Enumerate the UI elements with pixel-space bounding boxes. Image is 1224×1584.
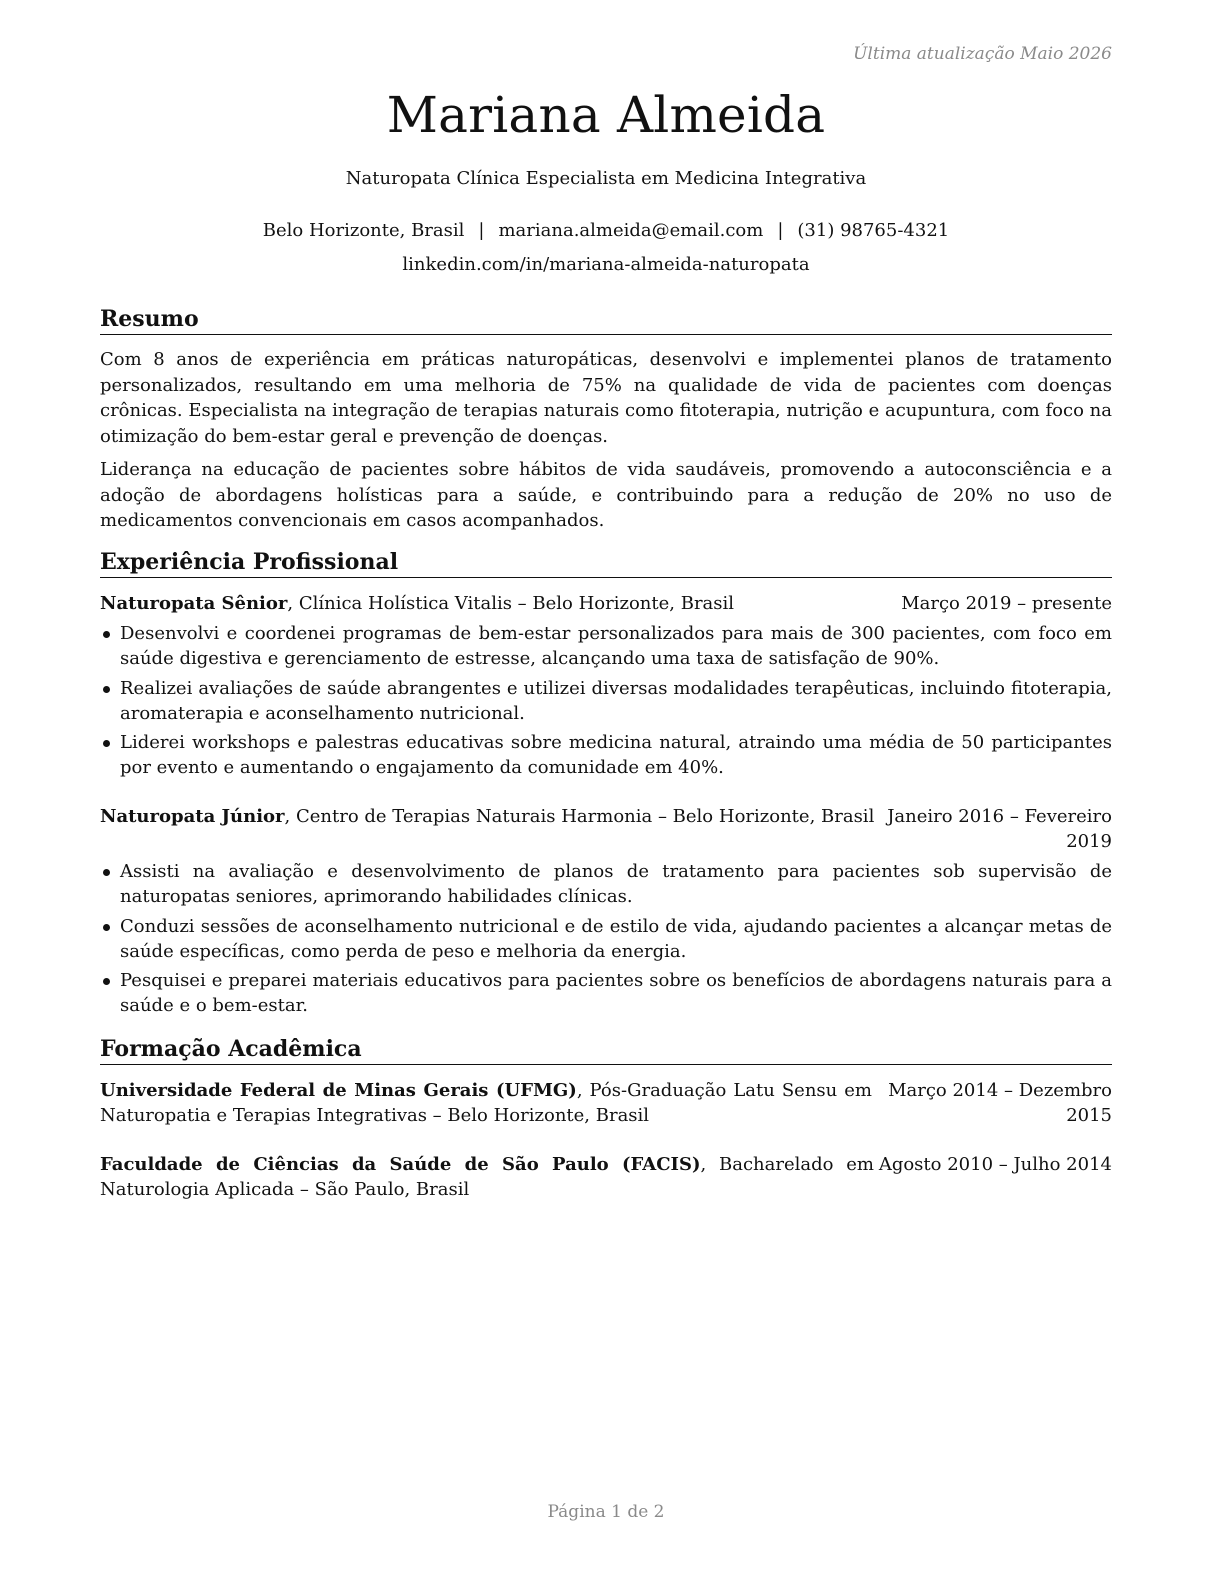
list-item: Desenvolvi e coordenei programas de bem-estar personalizados para mais de 300 pacientes, com foco em saúde digestiva e gerenciamento de estresse, alcançando uma taxa de satisfação de 90%. (100, 621, 1112, 671)
list-item: Realizei avaliações de saúde abrangentes e utilizei diversas modalidades terapêuticas, incluindo fitoterapia, aromaterapia e aconselhamento nutricional. (100, 676, 1112, 726)
section-heading-experience: Experiência Profissional (100, 548, 1112, 578)
section-heading-education: Formação Acadêmica (100, 1035, 1112, 1065)
location: Belo Horizonte, Brasil (262, 220, 465, 241)
linkedin-link[interactable]: linkedin.com/in/mariana-almeida-naturopata (402, 254, 810, 275)
education-dates: Março 2014 – Dezembro 2015 (888, 1080, 1112, 1126)
job-role: Naturopata Júnior (100, 806, 285, 827)
contact-line (100, 220, 1112, 241)
email-link[interactable]: mariana.almeida@email.com (498, 220, 764, 241)
bullet-icon (103, 924, 110, 931)
separator: | (478, 220, 485, 241)
degree: , Bacharelado em Naturologia Aplicada – São Paulo, Brasil (100, 1154, 874, 1200)
summary-paragraph: Liderança na educação de pacientes sobre hábitos de vida saudáveis, promovendo a autoconsciência e a adoção de abordagens holísticas para a saúde, e contribuindo para a redução de 20% no uso de medicamentos convencionais em casos acompanhados. (100, 459, 1112, 531)
last-updated: Última atualização Maio 2026 (853, 44, 1112, 64)
education-entry (100, 1152, 1112, 1202)
bullet-icon (103, 978, 110, 985)
education-dates: Agosto 2010 – Julho 2014 (878, 1154, 1112, 1175)
summary-paragraph: Com 8 anos de experiência em práticas naturopáticas, desenvolvi e implementei planos de tratamento personalizados, resultando em uma melhoria de 75% na qualidade de vida de pacientes com doenças crônicas. Especialista na integração de terapias naturais como fitoterapia, nutrição e acupuntura, com foco na otimização do bem-estar geral e prevenção de doenças. (100, 349, 1112, 447)
job-company: , Centro de Terapias Naturais Harmonia – Belo Horizonte, Brasil (284, 806, 875, 827)
resume-page (100, 0, 1112, 1584)
school-name: Faculdade de Ciências da Saúde de São Paulo (FACIS) (100, 1154, 701, 1175)
phone: (31) 98765-4321 (797, 220, 950, 241)
professional-title: Naturopata Clínica Especialista em Medicina Integrativa (345, 168, 867, 189)
job-bullets (100, 859, 1112, 1023)
page-number: Página 1 de 2 (547, 1502, 665, 1522)
bullet-icon (103, 869, 110, 876)
education-institution (100, 1152, 874, 1202)
job-title (100, 804, 874, 829)
list-item: Liderei workshops e palestras educativas sobre medicina natural, atraindo uma média de 50 participantes por evento e aumentando o engajamento da comunidade em 40%. (100, 730, 1112, 780)
job-dates: Março 2019 – presente (901, 593, 1112, 614)
school-name: Universidade Federal de Minas Gerais (UFMG) (100, 1080, 577, 1101)
job-bullets (100, 621, 1112, 785)
job-dates: Janeiro 2016 – Fevereiro 2019 (887, 806, 1112, 852)
bullet-icon (103, 631, 110, 638)
section-heading-summary: Resumo (100, 305, 1112, 335)
job-role: Naturopata Sênior (100, 593, 288, 614)
list-item: Conduzi sessões de aconselhamento nutricional e de estilo de vida, ajudando pacientes a alcançar metas de saúde específicas, como perda de peso e melhoria da energia. (100, 914, 1112, 964)
job-company: , Clínica Holística Vitalis – Belo Horizonte, Brasil (287, 593, 735, 614)
separator: | (777, 220, 784, 241)
list-item: Assisti na avaliação e desenvolvimento de planos de tratamento para pacientes sob supervisão de naturopatas seniores, aprimorando habilidades clínicas. (100, 859, 1112, 909)
education-institution (100, 1078, 872, 1128)
candidate-name: Mariana Almeida (386, 86, 826, 144)
job-title (100, 591, 734, 616)
job-header (100, 591, 1112, 616)
list-item: Pesquisei e preparei materiais educativos para pacientes sobre os benefícios de abordagens naturais para a saúde e o bem-estar. (100, 968, 1112, 1018)
education-entry (100, 1078, 1112, 1128)
bullet-icon (103, 740, 110, 747)
bullet-icon (103, 686, 110, 693)
job-header (100, 804, 1112, 854)
degree: , Pós-Graduação Latu Sensu em Naturopatia e Terapias Integrativas – Belo Horizonte, Brasil (100, 1080, 873, 1126)
